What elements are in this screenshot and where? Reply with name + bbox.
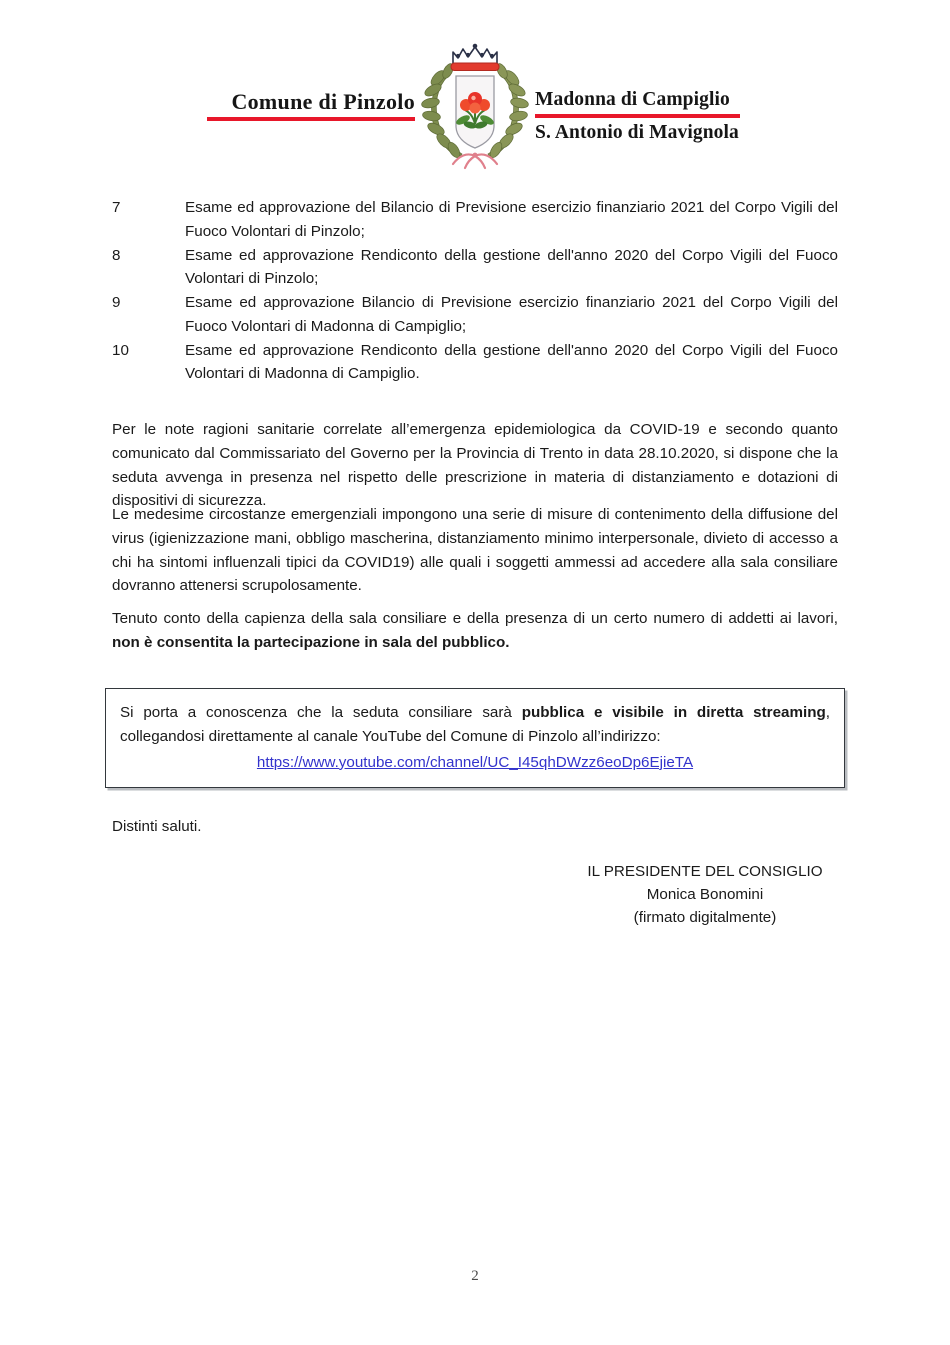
- crown-icon: [451, 44, 499, 71]
- frazione-name-2: S. Antonio di Mavignola: [535, 122, 739, 144]
- shield-icon: [455, 76, 496, 148]
- paragraph-public-access: [112, 607, 838, 655]
- coat-of-arms-icon: [415, 38, 535, 170]
- agenda-item: [112, 244, 838, 292]
- letterhead-left: [185, 38, 415, 121]
- agenda-item-number: 9: [112, 294, 121, 312]
- signature-block: [585, 860, 825, 929]
- agenda-item: [112, 196, 838, 244]
- closing-salutation: Distinti saluti.: [112, 818, 202, 835]
- frazione-name-1: Madonna di Campiglio: [535, 89, 730, 110]
- letterhead: [0, 38, 950, 178]
- signer-name: Monica Bonomini: [646, 886, 764, 904]
- red-rule-left: [207, 117, 415, 121]
- agenda-item-text: Esame ed approvazione Rendiconto della gestione dell'anno 2020 del Corpo Vigili del Fuoco Volontari di Madonna di Campiglio.: [185, 341, 838, 383]
- agenda-item-text: Esame ed approvazione del Bilancio di Previsione esercizio finanziario 2021 del Corpo Vigili del Fuoco Volontari di Pinzolo;: [185, 199, 838, 240]
- agenda-item-text: Esame ed approvazione Bilancio di Previsione esercizio finanziario 2021 del Corpo Vigili del Fuoco Volontari di Madonna di Campiglio;: [185, 294, 838, 335]
- agenda-item-text: Esame ed approvazione Rendiconto della gestione dell'anno 2020 del Corpo Vigili del Fuoco Volontari di Pinzolo;: [185, 246, 838, 288]
- paragraph-public-access-emphasis: non è consentita la partecipazione in sala del pubblico.: [112, 633, 510, 651]
- streaming-notice-emphasis: pubblica e visibile in diretta streaming: [521, 704, 826, 721]
- agenda-item-number: 7: [112, 199, 121, 216]
- agenda-list: [112, 196, 838, 386]
- letterhead-right: [535, 38, 765, 145]
- agenda-item: [112, 339, 838, 387]
- streaming-notice-tail: , collegandosi direttamente al canale YouTube del Comune di Pinzolo all’indirizzo:: [120, 704, 830, 745]
- streaming-notice-text: [120, 701, 830, 749]
- agenda-item-number: 8: [112, 246, 121, 264]
- signer-note: (firmato digitalmente): [633, 909, 777, 927]
- agenda-item: [112, 291, 838, 339]
- agenda-item-number: 10: [112, 341, 129, 359]
- red-rule-right: [535, 114, 740, 118]
- paragraph-public-access-lead: Tenuto conto della capienza della sala consiliare e della presenza di un certo numero di addetti ai lavori,: [112, 610, 838, 627]
- youtube-channel-link[interactable]: https://www.youtube.com/channel/UC_I45qhDWzz6eoDp6EjieTA: [256, 753, 694, 771]
- signer-role: IL PRESIDENTE DEL CONSIGLIO: [587, 863, 823, 880]
- streaming-notice-box: [105, 688, 845, 788]
- streaming-notice-lead: Si porta a conoscenza che la seduta consiliare sarà: [120, 704, 522, 721]
- paragraph-containment-rules: Le medesime circostanze emergenziali impongono una serie di misure di contenimento della diffusione del virus (igienizzazione mani, obbligo mascherina, distanziamento minimo interpersonale, divieto di accesso a chi ha sintomi influenzali tipici da COVID19) alle quali i soggetti ammessi ad accedere alla sala consiliare dovranno attenersi scrupolosamente.: [112, 506, 838, 595]
- page-number: 2: [471, 1268, 479, 1284]
- paragraph-covid-measures: Per le note ragioni sanitarie correlate all’emergenza epidemiologica da COVID-19 e secondo quanto comunicato dal Commissariato del Governo per la Provincia di Trento in data 28.10.2020, si dispone che la seduta avvenga in presenza nel rispetto delle prescrizione in materia di distanziamento e dotazioni di dispositivi di sicurezza.: [112, 421, 838, 510]
- municipality-name: Comune di Pinzolo: [231, 89, 415, 114]
